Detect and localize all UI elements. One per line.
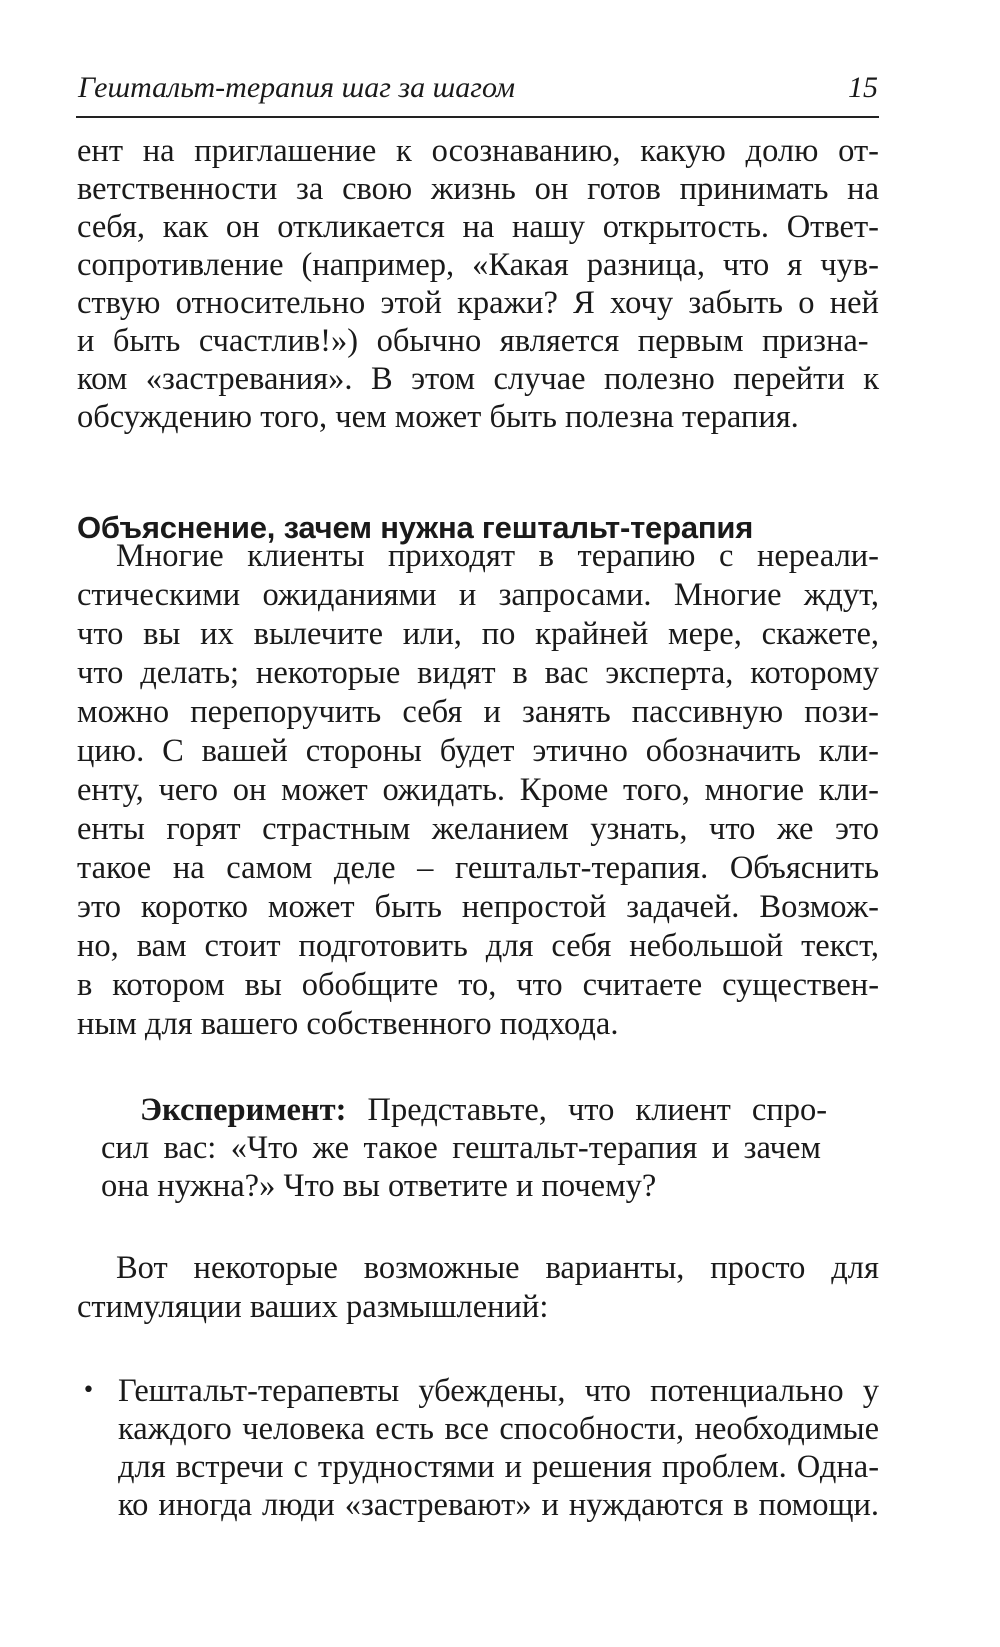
text-line: ным для вашего собственного подхода. [77, 1006, 619, 1042]
experiment-line [140, 1092, 840, 1130]
experiment-text: Представьте, что клиент спро- [346, 1092, 828, 1128]
text-line: ент на приглашение к осознаванию, какую долю от- [77, 133, 879, 169]
list-item-line: ко иногда люди «застревают» и нуждаются в помощи. [118, 1487, 879, 1523]
list-item-line: для встречи с трудностями и решения проблем. Одна- [118, 1449, 880, 1485]
header-rule [76, 116, 879, 118]
text-line: стимуляции ваших размышлений: [77, 1289, 549, 1325]
text-line: Вот некоторые возможные варианты, просто для [116, 1250, 879, 1286]
text-line: обсуждению того, чем может быть полезна терапия. [77, 399, 799, 435]
text-line: что делать; некоторые видят в вас эксперта, которому [77, 655, 879, 691]
experiment-label: Эксперимент: [140, 1092, 347, 1128]
text-line: себя, как он откликается на нашу открытость. Ответ- [77, 209, 879, 245]
text-line: ветственности за свою жизнь он готов принимать на [77, 171, 880, 207]
list-item-line: каждого человека есть все способности, необходимые [118, 1411, 880, 1447]
text-line: Многие клиенты приходят в терапию с нереали- [116, 538, 880, 574]
experiment-line: сил вас: «Что же такое гештальт-терапия и зачем [101, 1130, 821, 1166]
text-line: сопротивление (например, «Какая разница, что я чув- [77, 247, 880, 283]
text-line: но, вам стоит подготовить для себя небольшой текст, [77, 928, 879, 964]
text-line: что вы их вылечите или, по крайней мере, скажете, [77, 616, 879, 652]
text-line: енты горят страстным желанием узнать, что же это [77, 811, 879, 847]
text-line: это коротко может быть непростой задачей. Возмож- [77, 889, 879, 925]
text-line: и быть счастлив!») обычно является первым призна- [77, 323, 869, 359]
text-line: можно перепоручить себя и занять пассивную пози- [77, 694, 879, 730]
running-title: Гештальт-терапия шаг за шагом [78, 71, 515, 104]
section-heading: Объяснение, зачем нужна гештальт-терапия [77, 510, 754, 545]
text-line: в котором вы обобщите то, что считаете существен- [77, 967, 880, 1003]
text-line: стическими ожиданиями и запросами. Многие ждут, [77, 577, 880, 613]
bullet-icon: • [82, 1378, 95, 1403]
list-item-line: Гештальт-терапевты убеждены, что потенциально у [118, 1373, 879, 1409]
text-line: такое на самом деле – гештальт-терапия. Объяснить [77, 850, 880, 886]
experiment-line: она нужна?» Что вы ответите и почему? [101, 1168, 657, 1204]
page-number: 15 [848, 71, 878, 104]
text-line: ком «застревания». В этом случае полезно перейти к [77, 361, 880, 397]
text-line: цию. С вашей стороны будет этично обозначить кли- [77, 733, 879, 769]
running-head [78, 68, 878, 108]
text-line: енту, чего он может ожидать. Кроме того, многие кли- [77, 772, 879, 808]
text-line: ствую относительно этой кражи? Я хочу забыть о ней [77, 285, 879, 321]
